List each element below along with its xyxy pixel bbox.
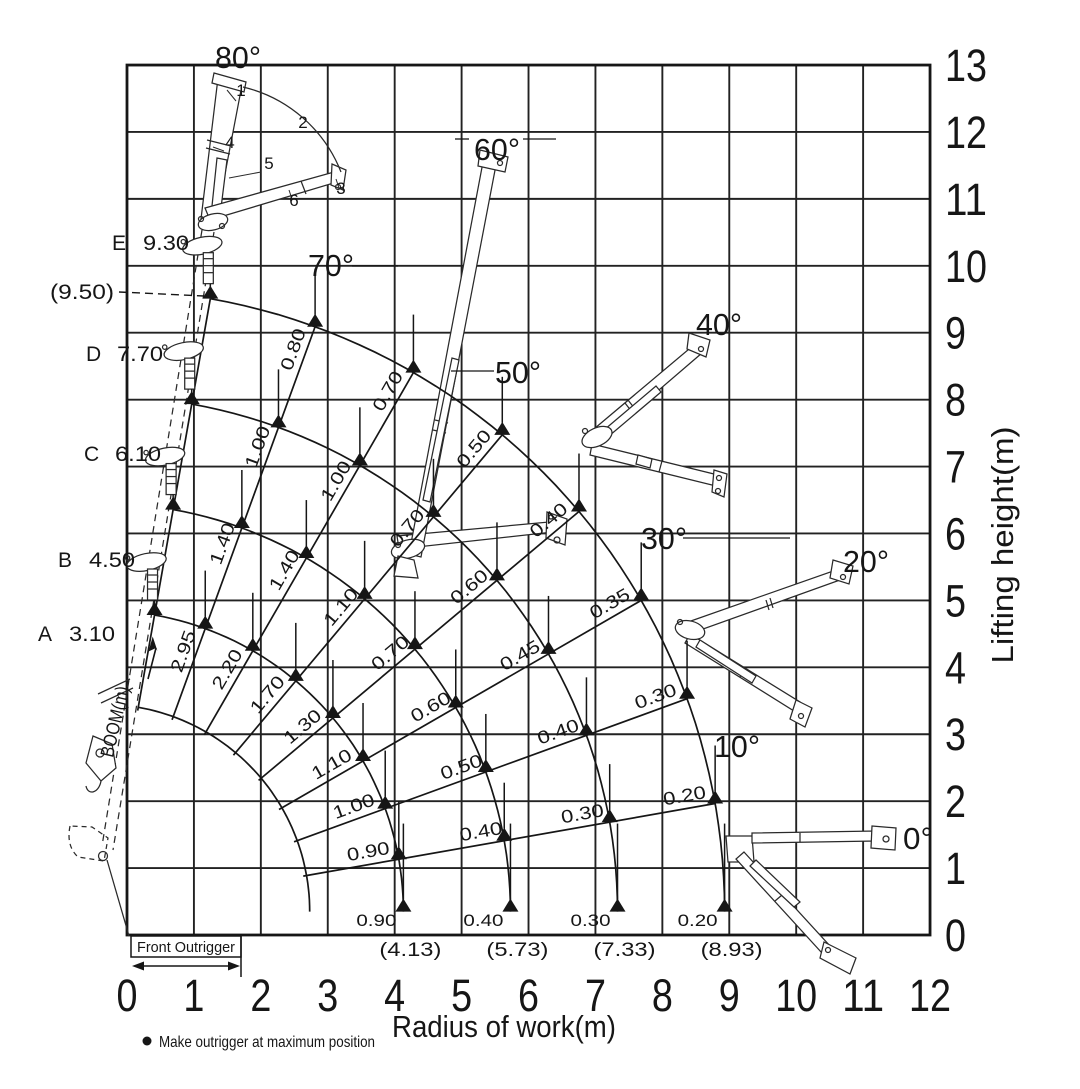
load-point-markers (125, 233, 732, 911)
capacity-label-A-B-10: 0.90 (345, 839, 384, 866)
boom-base-pad (69, 826, 108, 861)
load-marker-E-70 (307, 314, 323, 327)
y-tick-12: 12 (945, 106, 987, 158)
boom-key-A: A (38, 623, 53, 646)
capacity-label-A-B-40: 1.30 (279, 710, 320, 749)
boom-key-C: C (84, 443, 100, 466)
load-marker-B-30 (355, 748, 371, 761)
angle-label-60: 60° (474, 132, 520, 167)
max-lifting-height-label: (9.50) (50, 281, 114, 304)
load-marker-E-30 (633, 587, 649, 600)
y-tick-2: 2 (945, 776, 966, 828)
capacity-label-D-E-50: 0.50 (452, 431, 491, 472)
capacity-label-A-B-20: 1.00 (330, 792, 370, 823)
x-tick-5: 5 (451, 970, 473, 1021)
capacity-label-C-D-70: 1.00 (240, 430, 272, 471)
angle-label-80: 80° (215, 40, 261, 75)
capacity-label-A-B-70: 2.95 (166, 635, 198, 675)
y-tick-6: 6 (945, 508, 966, 560)
hoist-cylinder-icon (203, 253, 213, 284)
boom-length-arcs (138, 299, 724, 912)
capacity-label-C-D-40: 0.60 (446, 570, 486, 609)
capacity-label-A-B-50: 1.70 (245, 677, 284, 718)
x-tick-6: 6 (518, 970, 540, 1021)
capacity-label-B-C-0: 0.40 (463, 911, 504, 930)
callout-4: 4 (225, 133, 235, 152)
front-outrigger-label: Front Outrigger (137, 939, 235, 956)
callout-2: 2 (298, 113, 308, 132)
load-marker-D-80 (184, 391, 200, 404)
y-tick-3: 3 (945, 709, 966, 761)
load-marker-C-80 (165, 497, 181, 510)
capacity-label-B-C-50: 1.10 (319, 590, 358, 630)
ground-radius-C: (5.73) (486, 940, 549, 961)
angle-label-40: 40° (696, 307, 742, 342)
outrigger-arrowhead-right (228, 962, 240, 971)
callout-5: 5 (264, 154, 274, 173)
ground-radius-labels (379, 940, 762, 961)
capacity-label-A-B-30: 1.10 (307, 748, 349, 784)
ground-marker-D (610, 899, 626, 912)
crane-40-jib (590, 444, 718, 486)
capacity-label-B-C-60: 1.40 (264, 553, 300, 594)
angle-label-30: 30° (641, 521, 687, 556)
boom-key-D: D (86, 343, 102, 366)
hoist-cylinder-icon (166, 464, 176, 495)
boom-key-B: B (58, 549, 73, 572)
angle-label-20: 20° (843, 544, 889, 579)
capacity-label-B-C-20: 0.50 (437, 753, 478, 784)
angle-label-70: 70° (308, 248, 354, 283)
load-marker-E-10 (707, 791, 723, 804)
hoist-carriage-icon (162, 339, 205, 364)
capacity-label-C-D-30: 0.45 (496, 639, 537, 675)
carriage-pin (163, 345, 167, 349)
x-tick-8: 8 (651, 970, 673, 1021)
boom-axis-label: BOOM(m) (97, 670, 138, 760)
y-tick-5: 5 (945, 575, 966, 627)
crane-0-boom (752, 831, 876, 843)
angle-label-10: 10° (714, 729, 760, 764)
y-tick-11: 11 (945, 173, 987, 225)
x-tick-9: 9 (718, 970, 740, 1021)
ground-marker-B (395, 899, 411, 912)
crane-60-cylinder (423, 358, 459, 502)
capacity-label-B-C-10: 0.40 (457, 819, 496, 846)
y-tick-10: 10 (945, 240, 987, 292)
y-tick-4: 4 (945, 642, 966, 694)
capacity-label-A-B-60: 2.20 (207, 652, 243, 693)
capacity-label-C-D-50: 0.70 (385, 511, 424, 551)
capacity-label-D-E-20: 0.30 (631, 682, 672, 714)
legend-bullet-icon (143, 1037, 152, 1046)
hoist-cylinder-icon (185, 358, 195, 389)
ground-radius-D: (7.33) (593, 940, 656, 961)
capacity-label-A-B-0: 0.90 (356, 911, 397, 930)
x-tick-1: 1 (183, 970, 205, 1021)
crane-20-cylinder (696, 640, 756, 683)
hoist-cylinder-icon (148, 569, 158, 600)
angle-label-0: 0° (903, 821, 933, 856)
capacity-label-D-E-30: 0.35 (586, 588, 627, 623)
ground-radius-E: (8.93) (700, 940, 763, 961)
y-tick-8: 8 (945, 374, 966, 426)
callout-leader (229, 172, 261, 178)
callout-1: 1 (236, 81, 246, 100)
ground-marker-C (502, 899, 518, 912)
callout-6: 6 (289, 191, 299, 210)
boom-length-B: 4.50 (89, 549, 135, 572)
legend (143, 1034, 376, 1051)
boom-key-E: E (112, 232, 127, 255)
capacity-label-D-E-60: 0.70 (368, 374, 404, 415)
capacity-label-C-D-0: 0.30 (570, 911, 611, 930)
boom-length-A: 3.10 (69, 623, 115, 646)
x-tick-0: 0 (116, 970, 138, 1021)
callout-3: 3 (336, 179, 346, 198)
y-tick-0: 0 (945, 910, 966, 961)
hook-curve-icon (86, 781, 101, 792)
boom-length-E: 9.30 (143, 232, 189, 255)
load-marker-B-70 (197, 616, 213, 629)
capacity-label-B-C-40: 0.70 (367, 636, 407, 675)
y-tick-9: 9 (945, 307, 966, 359)
boom-length-C: 6.10 (115, 443, 161, 466)
load-marker-B-80 (147, 602, 163, 615)
load-marker-B-10 (391, 846, 407, 859)
pivot-pin-icon (583, 429, 588, 434)
x-axis-title: Radius of work(m) (392, 1009, 616, 1044)
y-tick-1: 1 (945, 843, 966, 895)
load-marker-E-60 (405, 360, 421, 373)
crane-40-cylinder (604, 386, 661, 436)
x-tick-4: 4 (384, 970, 406, 1021)
capacity-label-B-C-70: 1.40 (205, 527, 237, 568)
load-marker-E-20 (679, 686, 695, 699)
x-tick-10: 10 (775, 970, 818, 1021)
ground-radius-B: (4.13) (379, 940, 442, 961)
tip-sweep-arc (243, 87, 341, 172)
capacity-label-D-E-40: 0.40 (525, 503, 566, 542)
legend-text: Make outrigger at maximum position (159, 1034, 375, 1051)
x-tick-2: 2 (250, 970, 272, 1021)
x-tick-11: 11 (842, 970, 885, 1021)
load-marker-D-70 (270, 414, 286, 427)
y-axis-title: Lifting height(m) (985, 441, 1020, 664)
x-tick-12: 12 (909, 970, 952, 1021)
pivot-pin-icon (99, 852, 108, 861)
capacity-label-C-D-60: 1.00 (316, 464, 352, 505)
x-tick-3: 3 (317, 970, 339, 1021)
capacity-label-D-E-10: 0.20 (661, 783, 700, 810)
angle-label-50: 50° (495, 355, 541, 390)
y-tick-13: 13 (945, 40, 987, 92)
y-tick-7: 7 (945, 441, 966, 493)
capacity-label-D-E-0: 0.20 (677, 911, 718, 930)
crane-20-boom (688, 570, 840, 633)
boom-length-D: 7.70 (117, 343, 163, 366)
capacity-label-C-D-20: 0.40 (534, 717, 575, 749)
load-marker-D-30 (540, 641, 556, 654)
capacity-label-B-C-30: 0.60 (407, 691, 448, 727)
capacity-label-C-D-10: 0.30 (559, 801, 598, 828)
load-marker-E-50 (494, 422, 510, 435)
capacity-label-D-E-70: 0.80 (276, 333, 308, 373)
x-tick-7: 7 (584, 970, 606, 1021)
